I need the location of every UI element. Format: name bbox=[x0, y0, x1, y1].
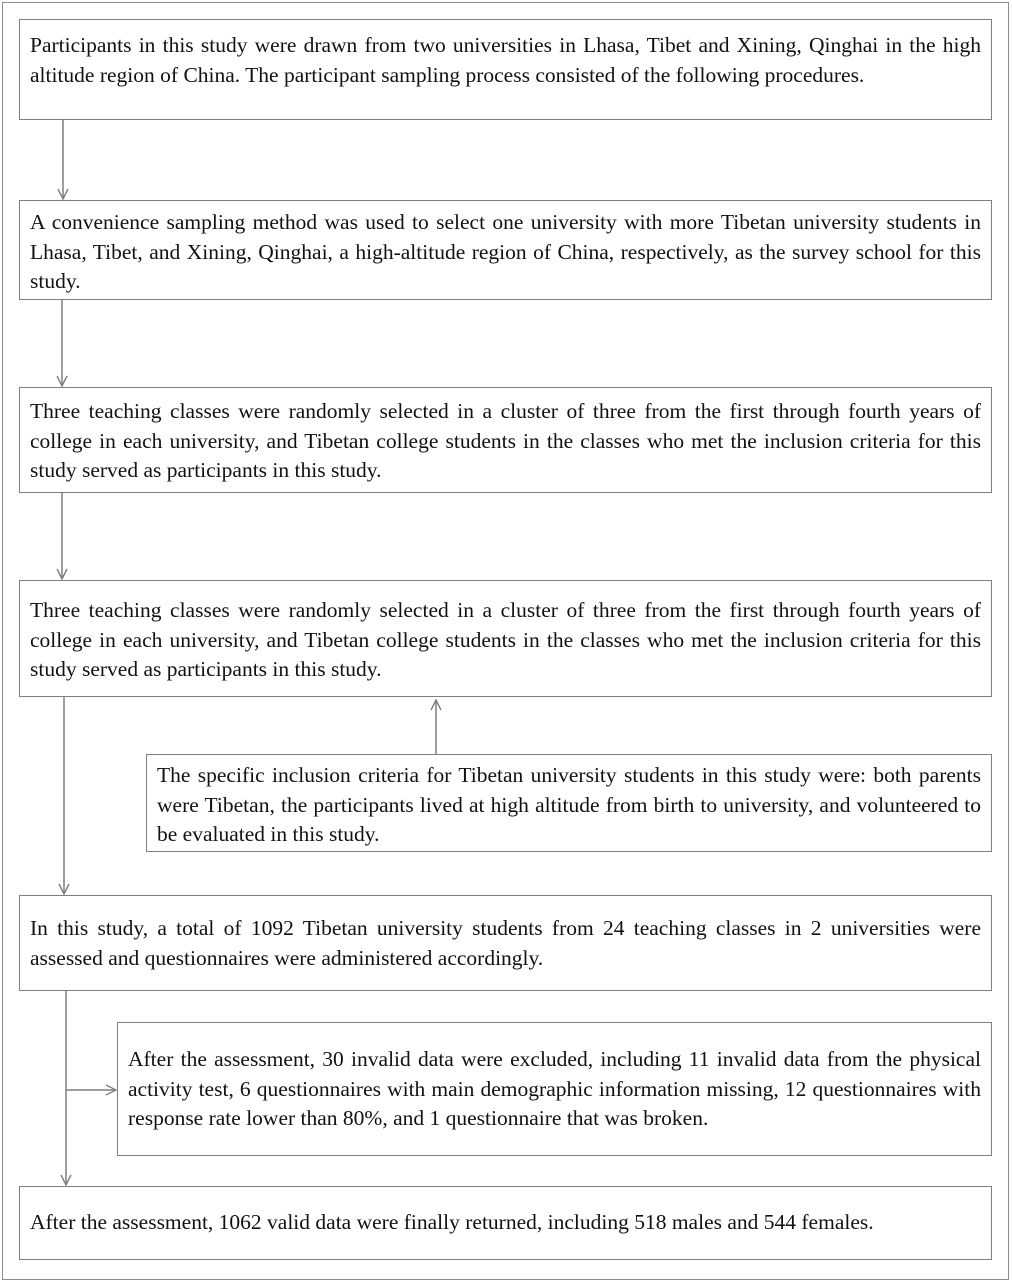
inclusion-criteria-text: The specific inclusion criteria for Tibetan university students in this study were: both parents were Tibetan, the participants lived at high altitude from birth to university, and volunteered to be evaluated in this study. bbox=[157, 763, 981, 846]
final-sample-box bbox=[19, 1186, 992, 1260]
class-selection-box-1 bbox=[19, 387, 992, 493]
participants-source-box bbox=[19, 19, 992, 120]
inclusion-criteria-box bbox=[146, 754, 992, 852]
participants-source-text: Participants in this study were drawn from two universities in Lhasa, Tibet and Xining, Qinghai in the high altitude region of China. The participant sampling process consisted of the following procedures. bbox=[30, 33, 981, 87]
total-assessed-box bbox=[19, 895, 992, 991]
class-selection-box-2 bbox=[19, 580, 992, 697]
total-assessed-text: In this study, a total of 1092 Tibetan university students from 24 teaching classes in 2 universities were assessed and questionnaires were administered accordingly. bbox=[30, 916, 981, 970]
class-selection-text-2: Three teaching classes were randomly selected in a cluster of three from the first through fourth years of college in each university, and Tibetan college students in the classes who met the inclusion criteria for this study served as participants in this study. bbox=[30, 598, 981, 681]
exclusions-box bbox=[117, 1022, 992, 1156]
class-selection-text-1: Three teaching classes were randomly selected in a cluster of three from the first through fourth years of college in each university, and Tibetan college students in the classes who met the inclusion criteria for this study served as participants in this study. bbox=[30, 399, 981, 482]
exclusions-text: After the assessment, 30 invalid data were excluded, including 11 invalid data from the physical activity test, 6 questionnaires with main demographic information missing, 12 questionnaires with response rate lower than 80%, and 1 questionnaire that was broken. bbox=[128, 1047, 981, 1130]
convenience-sampling-box bbox=[19, 200, 992, 300]
convenience-sampling-text: A convenience sampling method was used to select one university with more Tibetan university students in Lhasa, Tibet, and Xining, Qinghai, a high-altitude region of China, respectively, as the survey school for this study. bbox=[30, 210, 981, 293]
final-sample-text: After the assessment, 1062 valid data were finally returned, including 518 males and 544 females. bbox=[30, 1210, 874, 1234]
